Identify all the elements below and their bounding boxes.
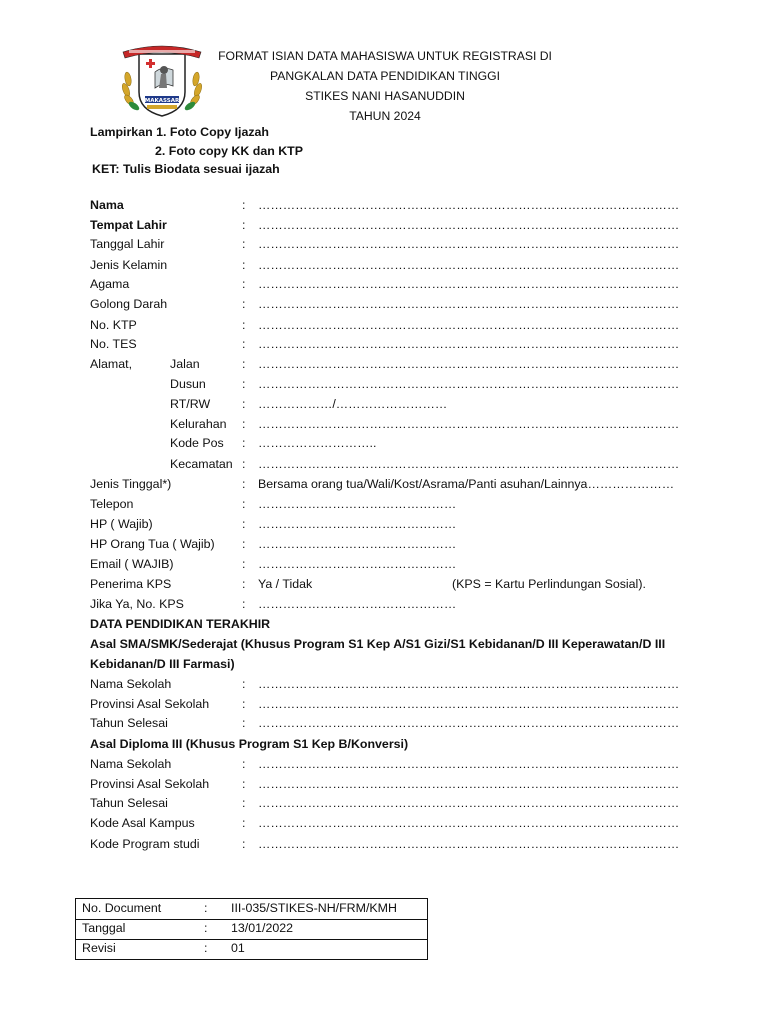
field-label: Tahun Selesai xyxy=(90,716,168,730)
header-title-line-3: STIKES NANI HASANUDDIN xyxy=(305,89,465,103)
table-cell-colon: : xyxy=(204,941,208,955)
attachment-note: KET: Tulis Biodata sesuai ijazah xyxy=(92,162,280,176)
field-label: Alamat, xyxy=(90,357,133,371)
field-colon: : xyxy=(242,337,246,351)
field-dots[interactable]: ………………/……………………… xyxy=(258,397,448,411)
field-colon: : xyxy=(242,796,246,810)
field-row-kode-pos xyxy=(90,433,680,453)
field-dots[interactable]: ………………………………………………………………………………………… xyxy=(258,337,680,351)
field-dots[interactable]: ………………………………………… xyxy=(258,517,457,531)
table-cell-label: Revisi xyxy=(82,941,116,955)
field-row-tempat-lahir xyxy=(90,215,680,235)
field-colon: : xyxy=(242,436,246,450)
field-dots[interactable]: ………………………………………………………………………………………… xyxy=(258,457,680,471)
field-dots[interactable]: ………………………………………………………………………………………… xyxy=(258,198,680,212)
field-label: Telepon xyxy=(90,497,134,511)
field-dots[interactable]: ……………………….. xyxy=(258,436,377,450)
field-sublabel: Dusun xyxy=(170,377,206,391)
field-options[interactable]: Bersama orang tua/Wali/Kost/Asrama/Panti asuhan/Lainnya………………… xyxy=(258,477,675,491)
field-row-rtrw xyxy=(90,394,680,414)
table-cell-value: 13/01/2022 xyxy=(231,921,294,935)
field-row-sma-nama-sekolah xyxy=(90,674,680,694)
field-dots[interactable]: ………………………………………………………………………………………… xyxy=(258,277,680,291)
field-label: Provinsi Asal Sekolah xyxy=(90,697,210,711)
field-label: Penerima KPS xyxy=(90,577,172,591)
field-dots[interactable]: ………………………………………………………………………………………… xyxy=(258,716,680,730)
table-cell-value: 01 xyxy=(231,941,245,955)
field-colon: : xyxy=(242,397,246,411)
field-colon: : xyxy=(242,557,246,571)
field-dots[interactable]: ………………………………………………………………………………………… xyxy=(258,757,680,771)
field-row-golong-darah xyxy=(90,294,680,314)
field-colon: : xyxy=(242,377,246,391)
field-label: Tahun Selesai xyxy=(90,796,168,810)
header-title-line-2: PANGKALAN DATA PENDIDIKAN TINGGI xyxy=(269,69,501,83)
field-label: Tempat Lahir xyxy=(90,218,167,232)
field-row-dusun xyxy=(90,374,680,394)
document-control-table xyxy=(75,898,428,960)
field-colon: : xyxy=(242,816,246,830)
field-colon: : xyxy=(242,318,246,332)
field-sublabel: Kecamatan xyxy=(170,457,233,471)
education-section-title: DATA PENDIDIKAN TERAKHIR xyxy=(90,617,271,631)
field-colon: : xyxy=(242,577,246,591)
field-row-jika-ya-kps xyxy=(90,594,680,614)
field-colon: : xyxy=(242,677,246,691)
field-colon: : xyxy=(242,777,246,791)
field-label: Jenis Kelamin xyxy=(90,258,168,272)
field-colon: : xyxy=(242,237,246,251)
field-colon: : xyxy=(242,497,246,511)
field-dots[interactable]: ………………………………………………………………………………………… xyxy=(258,417,680,431)
field-colon: : xyxy=(242,597,246,611)
field-row-sma-provinsi xyxy=(90,694,680,714)
diploma-heading: Asal Diploma III (Khusus Program S1 Kep B/Konversi) xyxy=(90,737,409,751)
field-dots[interactable]: ………………………………………………………………………………………… xyxy=(258,297,680,311)
field-colon: : xyxy=(242,417,246,431)
field-options[interactable]: Ya / Tidak xyxy=(258,577,313,591)
field-dots[interactable]: ………………………………………………………………………………………… xyxy=(258,837,680,851)
field-row-tanggal-lahir xyxy=(90,234,680,254)
field-row-no-tes xyxy=(90,334,680,354)
field-label: Kode Program studi xyxy=(90,837,200,851)
field-colon: : xyxy=(242,716,246,730)
field-sublabel: Kode Pos xyxy=(170,436,224,450)
svg-text:MAKASSAR: MAKASSAR xyxy=(144,98,180,104)
document-header xyxy=(210,46,560,126)
field-dots[interactable]: ………………………………………… xyxy=(258,557,457,571)
field-colon: : xyxy=(242,757,246,771)
table-cell-colon: : xyxy=(204,901,208,915)
field-label: Golong Darah xyxy=(90,297,168,311)
field-row-no-ktp xyxy=(90,315,680,335)
field-label: Tanggal Lahir xyxy=(90,237,165,251)
field-label: No. KTP xyxy=(90,318,137,332)
field-colon: : xyxy=(242,297,246,311)
field-dots[interactable]: ………………………………………………………………………………………… xyxy=(258,218,680,232)
kps-note: (KPS = Kartu Perlindungan Sosial). xyxy=(452,577,646,591)
table-cell-label: No. Document xyxy=(82,901,162,915)
field-row-jenis-tinggal xyxy=(90,474,680,494)
field-row-email xyxy=(90,554,680,574)
field-dots[interactable]: ………………………………………………………………………………………… xyxy=(258,318,680,332)
sma-heading: Asal SMA/SMK/Sederajat (Khusus Program S1 Kep A/S1 Gizi/S1 Kebidanan/D III Keperawatan/D III Kebidanan/D III Farmasi) xyxy=(90,637,666,671)
field-dots[interactable]: ………………………………………………………………………………………… xyxy=(258,258,680,272)
attachment-line-2: 2. Foto copy KK dan KTP xyxy=(155,144,304,158)
field-sublabel: Jalan xyxy=(170,357,200,371)
field-row-d3-nama-sekolah xyxy=(90,754,680,774)
field-row-penerima-kps xyxy=(90,574,680,594)
table-cell-colon: : xyxy=(204,921,208,935)
table-cell-value: III-035/STIKES-NH/FRM/KMH xyxy=(231,901,397,915)
field-colon: : xyxy=(242,357,246,371)
field-dots[interactable]: ………………………………………………………………………………………… xyxy=(258,237,680,251)
field-row-jenis-kelamin xyxy=(90,255,680,275)
field-colon: : xyxy=(242,258,246,272)
attachment-line-1: Lampirkan 1. Foto Copy Ijazah xyxy=(90,125,270,139)
field-label: Email ( WAJIB) xyxy=(90,557,174,571)
field-sublabel: RT/RW xyxy=(170,397,211,411)
field-label: Jika Ya, No. KPS xyxy=(90,597,184,611)
field-row-kecamatan xyxy=(90,454,680,474)
field-dots[interactable]: ………………………………………………………………………………………… xyxy=(258,377,680,391)
field-label: Nama xyxy=(90,198,124,212)
table-row xyxy=(76,899,427,920)
field-label: Nama Sekolah xyxy=(90,677,172,691)
field-dots[interactable]: ………………………………………… xyxy=(258,537,457,551)
field-row-kode-asal-kampus xyxy=(90,813,680,833)
field-dots[interactable]: ………………………………………………………………………………………… xyxy=(258,697,680,711)
field-label: HP ( Wajib) xyxy=(90,517,153,531)
campus-logo xyxy=(117,42,207,120)
field-sublabel: Kelurahan xyxy=(170,417,227,431)
field-dots[interactable]: ………………………………………… xyxy=(258,497,457,511)
table-cell-label: Tanggal xyxy=(82,921,126,935)
field-row-hp xyxy=(90,514,680,534)
field-dots[interactable]: ………………………………………………………………………………………… xyxy=(258,816,680,830)
header-title-line-4: TAHUN 2024 xyxy=(349,109,421,123)
field-colon: : xyxy=(242,277,246,291)
field-dots[interactable]: ………………………………………………………………………………………… xyxy=(258,777,680,791)
table-row xyxy=(76,939,427,959)
field-row-nama xyxy=(90,195,680,215)
field-row-telepon xyxy=(90,494,680,514)
header-title-line-1: FORMAT ISIAN DATA MAHASISWA UNTUK REGISTRASI DI xyxy=(218,49,552,63)
field-dots[interactable]: ………………………………………… xyxy=(258,597,457,611)
field-row-agama xyxy=(90,274,680,294)
field-colon: : xyxy=(242,477,246,491)
field-row-d3-provinsi xyxy=(90,774,680,794)
field-dots[interactable]: ………………………………………………………………………………………… xyxy=(258,357,680,371)
field-label: Kode Asal Kampus xyxy=(90,816,195,830)
field-row-sma-tahun-selesai xyxy=(90,713,680,733)
field-colon: : xyxy=(242,457,246,471)
field-colon: : xyxy=(242,517,246,531)
field-row-d3-tahun-selesai xyxy=(90,793,680,813)
field-row-alamat-jalan xyxy=(90,354,680,374)
field-colon: : xyxy=(242,837,246,851)
field-colon: : xyxy=(242,697,246,711)
field-label: HP Orang Tua ( Wajib) xyxy=(90,537,215,551)
field-label: Nama Sekolah xyxy=(90,757,172,771)
field-dots[interactable]: ………………………………………………………………………………………… xyxy=(258,677,680,691)
table-row xyxy=(76,919,427,940)
field-label: Agama xyxy=(90,277,130,291)
field-row-kelurahan xyxy=(90,414,680,434)
field-label: Provinsi Asal Sekolah xyxy=(90,777,210,791)
field-colon: : xyxy=(242,537,246,551)
field-colon: : xyxy=(242,198,246,212)
field-row-kode-program-studi xyxy=(90,834,680,854)
field-row-hp-orang-tua xyxy=(90,534,680,554)
field-label: Jenis Tinggal*) xyxy=(90,477,172,491)
field-dots[interactable]: ………………………………………………………………………………………… xyxy=(258,796,680,810)
field-label: No. TES xyxy=(90,337,137,351)
field-colon: : xyxy=(242,218,246,232)
